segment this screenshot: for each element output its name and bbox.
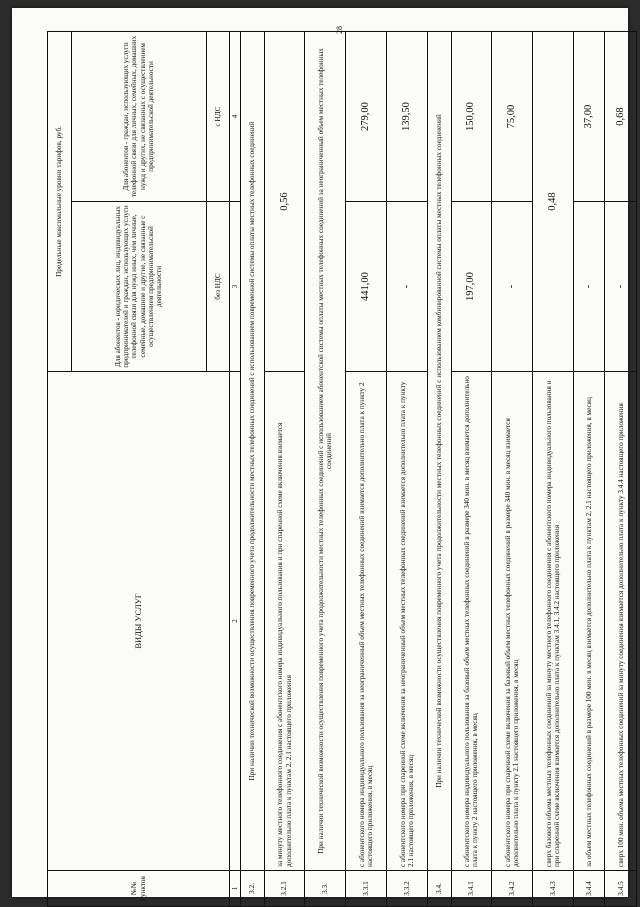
table-row <box>573 31 604 906</box>
row-number: 3.3.2 <box>387 871 428 907</box>
row-number: 3.3.1 <box>346 871 387 907</box>
row-number: 3.4.2 <box>492 871 533 907</box>
tariff-value-with-vat: 75,00 <box>492 31 533 201</box>
row-description: с абонентского номера индивидуального пользования за неограниченный объем местных телефонных соединений взимается дополнительно плата к пункту 2 настоящего приложения, в месяц <box>346 372 387 871</box>
column-number: 4 <box>230 31 241 201</box>
header-service-types: ВИДЫ УСЛУГ <box>48 372 230 871</box>
table-row <box>387 31 428 906</box>
row-number: 3.4.4 <box>573 871 604 907</box>
tariff-value-merged: 0,48 <box>533 31 574 371</box>
tariff-value-without-vat: - <box>605 202 637 372</box>
tariff-value-with-vat: 150,00 <box>451 31 492 201</box>
column-number: 2 <box>230 372 241 871</box>
header-row-1 <box>48 31 72 906</box>
tariff-value-with-vat: 279,00 <box>346 31 387 201</box>
row-description: с абонентского номера индивидуального пользования за базовый объем местных телефонных соединений в размере 340 мин. в месяц взимается дополнительно плата к пункту 2 настоящего приложения, в месяц <box>451 372 492 871</box>
row-number: 3.2.1 <box>264 871 305 907</box>
row-description: сверх базового объема местных телефонных соединений за минуту местного телефонного соединения с абонентского номера индивидуального пользования и при спаренной схеме включения взимается дополнительно плата к пунктам 3.4.1, 3.4.2 настоящего приложения <box>533 372 574 871</box>
tariff-table <box>47 31 637 907</box>
table-row <box>451 31 492 906</box>
column-number-row <box>230 31 241 906</box>
tariff-value-with-vat: 37,00 <box>573 31 604 201</box>
row-number: 3.4.1 <box>451 871 492 907</box>
table-container <box>47 32 637 907</box>
section-heading: При наличии технической возможности осуществления повременного учета продолжительности местных телефонных соединений с использованием комбинированной системы оплаты местных телефонных соединений <box>427 31 451 870</box>
column-number: 3 <box>230 202 241 372</box>
section-heading: При наличии технической возможности осуществления повременного учета продолжительности местных телефонных соединений с использованием абонентской системы оплаты местных телефонных соединений за неограниченный объем местных телефонных соединений <box>305 31 346 870</box>
row-description: с абонентского номера при спаренной схеме включения за базовый объем местных телефонных соединений в размере 340 мин. в месяц взимается дополнительно плата к пункту 2.1 настоящего приложения, в месяц <box>492 372 533 871</box>
tariff-value-without-vat: 441,00 <box>346 202 387 372</box>
tariff-value-merged: 0,56 <box>264 31 305 371</box>
row-number: 3.4.5 <box>605 871 637 907</box>
row-description: с абонентского номера при спаренной схеме включения за неограниченный объем местных телефонных соединений взимается дополнительно плата к пункту 2.1 настоящего приложения, в месяц <box>387 372 428 871</box>
row-description: за минуту местного телефонного соединения с абонентского номера индивидуального пользования и при спаренной схеме включения взимается дополнительно плата к пунктам 2, 2.1 настоящего приложения <box>264 372 305 871</box>
row-number: 3.4. <box>427 871 451 907</box>
header-citizens: Для абонентов - граждан, использующих услуги телефонной связи для личных, семейных, домашних нужд и других, не связанных с осуществлением предпринимательской деятельности <box>71 31 206 201</box>
table-row <box>264 31 305 906</box>
header-with-vat: с НДС <box>206 31 230 201</box>
header-tariff-group: Предельные максимальные уровни тарифов, руб. <box>48 31 72 371</box>
table-row <box>492 31 533 906</box>
row-number: 3.4.3 <box>533 871 574 907</box>
table-rotated-frame <box>47 32 637 907</box>
column-number: 1 <box>230 871 241 907</box>
row-number: 3.2. <box>241 871 265 907</box>
table-row-section <box>305 31 346 906</box>
tariff-value-with-vat: 139,50 <box>387 31 428 201</box>
tariff-value-with-vat: 0,68 <box>605 31 637 201</box>
tariff-value-without-vat: - <box>492 202 533 372</box>
page-number: 28 <box>335 26 344 34</box>
table-row <box>605 31 637 906</box>
header-legal-entities: Для абонентов - юридических лиц, индивидуальных предпринимателей и граждан, использующих услуги телефонной связи для нужд иных, чем личные, семейные, домашние и другие, не связанные с осуществлением предпринимательской деятельности <box>71 202 206 372</box>
tariff-value-without-vat: 197,00 <box>451 202 492 372</box>
table-row-section <box>241 31 265 906</box>
tariff-value-without-vat: - <box>573 202 604 372</box>
header-item-number: №№ пунктов <box>48 871 230 907</box>
table-row <box>533 31 574 906</box>
tariff-value-without-vat: - <box>387 202 428 372</box>
section-heading: При наличии технической возможности осуществления повременного учета продолжительности местных телефонных соединений с использованием повременной системы оплаты местных телефонных соединений <box>241 31 265 870</box>
header-without-vat: без НДС <box>206 202 230 372</box>
row-description: сверх 100 мин. объема местных телефонных соединений за минуту соединения взимается дополнительно плата к пункту 3.4.4 настоящего приложения <box>605 372 637 871</box>
table-row <box>346 31 387 906</box>
row-description: за объем местных телефонных соединений в размере 100 мин. в месяц взимается дополнительно плата к пунктам 2, 2.1 настоящего приложения, в месяц <box>573 372 604 871</box>
document-page <box>12 8 628 901</box>
table-row-section <box>427 31 451 906</box>
row-number: 3.3. <box>305 871 346 907</box>
